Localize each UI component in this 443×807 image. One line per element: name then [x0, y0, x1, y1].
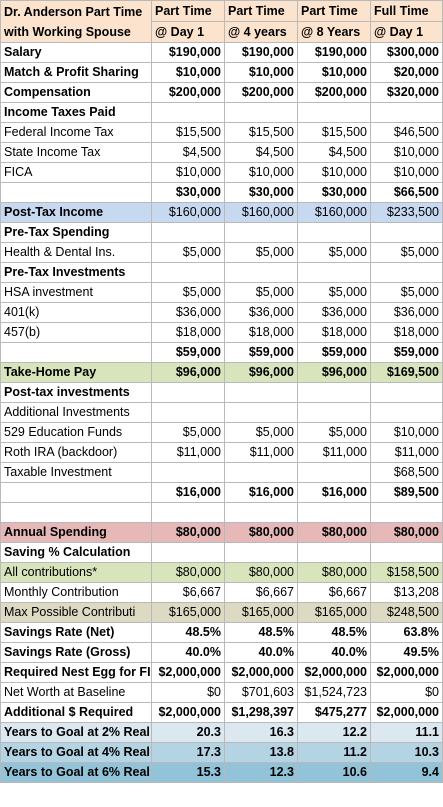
- column-header: Part Time: [152, 1, 225, 22]
- table-cell: [152, 223, 225, 243]
- table-row: [1, 123, 443, 143]
- table-cell: [225, 503, 298, 523]
- table-cell: $59,000: [225, 343, 298, 363]
- table-cell: $5,000: [225, 423, 298, 443]
- table-cell: 13.8: [225, 743, 298, 763]
- row-label: Additional $ Required: [1, 703, 152, 723]
- table-cell: 48.5%: [225, 623, 298, 643]
- table-cell: [371, 383, 443, 403]
- table-cell: $20,000: [371, 63, 443, 83]
- table-row: [1, 603, 443, 623]
- row-label: Monthly Contribution: [1, 583, 152, 603]
- table-row: [1, 63, 443, 83]
- table-cell: 12.3: [225, 763, 298, 783]
- row-label: Pre-Tax Investments: [1, 263, 152, 283]
- table-cell: $233,500: [371, 203, 443, 223]
- row-label: [1, 343, 152, 363]
- table-cell: $30,000: [152, 183, 225, 203]
- table-row: [1, 343, 443, 363]
- row-label: Net Worth at Baseline: [1, 683, 152, 703]
- table-cell: [152, 463, 225, 483]
- table-cell: $96,000: [225, 363, 298, 383]
- table-cell: $18,000: [225, 323, 298, 343]
- table-cell: $165,000: [152, 603, 225, 623]
- table-cell: $10,000: [152, 163, 225, 183]
- table-cell: $4,500: [225, 143, 298, 163]
- table-cell: $160,000: [152, 203, 225, 223]
- row-label: Years to Goal at 6% Real: [1, 763, 152, 783]
- table-row: [1, 663, 443, 683]
- row-label: Federal Income Tax: [1, 123, 152, 143]
- table-cell: $165,000: [298, 603, 371, 623]
- table-cell: $5,000: [298, 423, 371, 443]
- table-cell: $701,603: [225, 683, 298, 703]
- table-row: [1, 403, 443, 423]
- table-cell: $475,277: [298, 703, 371, 723]
- table-cell: $5,000: [298, 243, 371, 263]
- table-cell: $300,000: [371, 43, 443, 63]
- row-label: Post-tax investments: [1, 383, 152, 403]
- table-row: [1, 703, 443, 723]
- table-cell: $10,000: [152, 63, 225, 83]
- column-header: Part Time: [298, 1, 371, 22]
- table-cell: [225, 403, 298, 423]
- table-cell: $11,000: [225, 443, 298, 463]
- header-row: [1, 1, 443, 22]
- table-cell: 9.4: [371, 763, 443, 783]
- table-cell: $2,000,000: [225, 663, 298, 683]
- table-cell: [298, 403, 371, 423]
- row-label: Required Nest Egg for FI: [1, 663, 152, 683]
- table-row: [1, 683, 443, 703]
- table-cell: [152, 103, 225, 123]
- table-cell: $5,000: [225, 283, 298, 303]
- table-cell: $15,500: [152, 123, 225, 143]
- table-row: [1, 503, 443, 523]
- table-cell: 11.2: [298, 743, 371, 763]
- row-label: [1, 183, 152, 203]
- table-row: [1, 323, 443, 343]
- row-label: Saving % Calculation: [1, 543, 152, 563]
- table-cell: 12.2: [298, 723, 371, 743]
- table-cell: $1,298,397: [225, 703, 298, 723]
- table-cell: $36,000: [225, 303, 298, 323]
- table-cell: $200,000: [152, 83, 225, 103]
- row-label: Savings Rate (Gross): [1, 643, 152, 663]
- row-label: [1, 483, 152, 503]
- row-label: Compensation: [1, 83, 152, 103]
- table-cell: 10.3: [371, 743, 443, 763]
- table-cell: 63.8%: [371, 623, 443, 643]
- table-cell: $160,000: [298, 203, 371, 223]
- table-cell: 40.0%: [152, 643, 225, 663]
- table-cell: $80,000: [225, 523, 298, 543]
- table-cell: $4,500: [152, 143, 225, 163]
- table-cell: [371, 403, 443, 423]
- table-cell: $16,000: [225, 483, 298, 503]
- row-label: Taxable Investment: [1, 463, 152, 483]
- table-cell: $36,000: [298, 303, 371, 323]
- table-row: [1, 443, 443, 463]
- column-header: Part Time: [225, 1, 298, 22]
- row-label: Roth IRA (backdoor): [1, 443, 152, 463]
- table-cell: 48.5%: [298, 623, 371, 643]
- table-cell: $11,000: [298, 443, 371, 463]
- table-cell: $36,000: [371, 303, 443, 323]
- table-row: [1, 463, 443, 483]
- table-cell: $80,000: [152, 523, 225, 543]
- table-cell: $5,000: [152, 283, 225, 303]
- table-cell: [152, 503, 225, 523]
- table-cell: $59,000: [298, 343, 371, 363]
- table-cell: $190,000: [225, 43, 298, 63]
- row-label: Match & Profit Sharing: [1, 63, 152, 83]
- table-cell: $18,000: [298, 323, 371, 343]
- table-cell: [371, 103, 443, 123]
- table-cell: [152, 383, 225, 403]
- table-cell: $6,667: [152, 583, 225, 603]
- table-row: [1, 243, 443, 263]
- table-cell: 40.0%: [298, 643, 371, 663]
- table-row: [1, 223, 443, 243]
- table-cell: $13,208: [371, 583, 443, 603]
- table-cell: $15,500: [225, 123, 298, 143]
- table-cell: $320,000: [371, 83, 443, 103]
- column-subheader: @ Day 1: [371, 22, 443, 43]
- table-row: [1, 163, 443, 183]
- table-cell: $200,000: [225, 83, 298, 103]
- table-cell: $4,500: [298, 143, 371, 163]
- table-cell: $96,000: [152, 363, 225, 383]
- table-row: [1, 743, 443, 763]
- table-cell: $30,000: [225, 183, 298, 203]
- table-cell: $80,000: [152, 563, 225, 583]
- row-label: HSA investment: [1, 283, 152, 303]
- column-header: Full Time: [371, 1, 443, 22]
- table-cell: $16,000: [152, 483, 225, 503]
- table-row: [1, 203, 443, 223]
- row-label: State Income Tax: [1, 143, 152, 163]
- row-label: Income Taxes Paid: [1, 103, 152, 123]
- table-cell: [225, 543, 298, 563]
- table-cell: $80,000: [371, 523, 443, 543]
- row-label: 529 Education Funds: [1, 423, 152, 443]
- table-cell: [371, 543, 443, 563]
- table-cell: $36,000: [152, 303, 225, 323]
- table-cell: [225, 463, 298, 483]
- row-label: 401(k): [1, 303, 152, 323]
- table-cell: $59,000: [152, 343, 225, 363]
- table-cell: $59,000: [371, 343, 443, 363]
- table-cell: $10,000: [371, 163, 443, 183]
- table-row: [1, 483, 443, 503]
- row-label: Take-Home Pay: [1, 363, 152, 383]
- table-cell: $190,000: [298, 43, 371, 63]
- table-cell: $30,000: [298, 183, 371, 203]
- table-cell: 16.3: [225, 723, 298, 743]
- table-cell: $1,524,723: [298, 683, 371, 703]
- table-cell: $2,000,000: [371, 703, 443, 723]
- table-row: [1, 643, 443, 663]
- table-row: [1, 83, 443, 103]
- table-row: [1, 303, 443, 323]
- table-cell: $10,000: [225, 63, 298, 83]
- table-cell: $5,000: [298, 283, 371, 303]
- table-row: [1, 183, 443, 203]
- table-cell: $5,000: [371, 243, 443, 263]
- table-cell: $11,000: [371, 443, 443, 463]
- table-cell: [152, 403, 225, 423]
- table-cell: 11.1: [371, 723, 443, 743]
- table-cell: 15.3: [152, 763, 225, 783]
- table-cell: [152, 263, 225, 283]
- table-cell: $66,500: [371, 183, 443, 203]
- table-cell: $16,000: [298, 483, 371, 503]
- table-cell: $5,000: [225, 243, 298, 263]
- row-label: FICA: [1, 163, 152, 183]
- table-row: [1, 723, 443, 743]
- table-cell: [298, 223, 371, 243]
- table-row: [1, 583, 443, 603]
- table-cell: $80,000: [298, 563, 371, 583]
- table-row: [1, 423, 443, 443]
- table-cell: $5,000: [152, 423, 225, 443]
- table-cell: $18,000: [152, 323, 225, 343]
- table-cell: $11,000: [152, 443, 225, 463]
- table-cell: [371, 503, 443, 523]
- table-cell: $68,500: [371, 463, 443, 483]
- table-cell: $2,000,000: [152, 703, 225, 723]
- table-row: [1, 103, 443, 123]
- table-cell: $89,500: [371, 483, 443, 503]
- table-row: [1, 563, 443, 583]
- table-cell: [225, 223, 298, 243]
- table-cell: 20.3: [152, 723, 225, 743]
- row-label: All contributions*: [1, 563, 152, 583]
- table-cell: $80,000: [298, 523, 371, 543]
- table-cell: $0: [152, 683, 225, 703]
- table-row: [1, 523, 443, 543]
- table-cell: [225, 263, 298, 283]
- table-row: [1, 283, 443, 303]
- table-row: [1, 383, 443, 403]
- table-row: [1, 143, 443, 163]
- table-cell: 49.5%: [371, 643, 443, 663]
- table-cell: [152, 543, 225, 563]
- table-cell: [225, 383, 298, 403]
- table-row: [1, 543, 443, 563]
- row-label: Additional Investments: [1, 403, 152, 423]
- table-cell: $10,000: [371, 423, 443, 443]
- row-label: [1, 503, 152, 523]
- table-row: [1, 263, 443, 283]
- table-cell: [298, 503, 371, 523]
- table-cell: $46,500: [371, 123, 443, 143]
- table-row: [1, 43, 443, 63]
- table-row: [1, 363, 443, 383]
- table-cell: $6,667: [298, 583, 371, 603]
- column-subheader: @ Day 1: [152, 22, 225, 43]
- row-label: Years to Goal at 4% Real: [1, 743, 152, 763]
- table-cell: [298, 463, 371, 483]
- table-cell: $10,000: [225, 163, 298, 183]
- row-label: Health & Dental Ins.: [1, 243, 152, 263]
- table-cell: $2,000,000: [298, 663, 371, 683]
- table-cell: $15,500: [298, 123, 371, 143]
- table-cell: $5,000: [152, 243, 225, 263]
- table-cell: [298, 383, 371, 403]
- table-cell: $158,500: [371, 563, 443, 583]
- table-cell: [371, 223, 443, 243]
- table-cell: [298, 543, 371, 563]
- table-cell: $0: [371, 683, 443, 703]
- table-cell: $6,667: [225, 583, 298, 603]
- table-cell: [298, 103, 371, 123]
- row-label: Annual Spending: [1, 523, 152, 543]
- table-cell: $10,000: [298, 163, 371, 183]
- row-label: Savings Rate (Net): [1, 623, 152, 643]
- table-cell: [298, 263, 371, 283]
- table-cell: 17.3: [152, 743, 225, 763]
- row-label: Years to Goal at 2% Real: [1, 723, 152, 743]
- table-cell: $165,000: [225, 603, 298, 623]
- column-subheader: @ 4 years: [225, 22, 298, 43]
- table-row: [1, 763, 443, 783]
- table-cell: $2,000,000: [371, 663, 443, 683]
- row-label: 457(b): [1, 323, 152, 343]
- table-cell: 40.0%: [225, 643, 298, 663]
- table-cell: $190,000: [152, 43, 225, 63]
- table-cell: $248,500: [371, 603, 443, 623]
- table-cell: 10.6: [298, 763, 371, 783]
- table-cell: $80,000: [225, 563, 298, 583]
- table-cell: $10,000: [298, 63, 371, 83]
- table-cell: 48.5%: [152, 623, 225, 643]
- table-cell: $169,500: [371, 363, 443, 383]
- table-cell: $200,000: [298, 83, 371, 103]
- row-label: Salary: [1, 43, 152, 63]
- row-label: Max Possible Contributi: [1, 603, 152, 623]
- row-label: Pre-Tax Spending: [1, 223, 152, 243]
- table-title: Dr. Anderson Part Time with Working Spouse: [1, 1, 152, 43]
- column-subheader: @ 8 Years: [298, 22, 371, 43]
- table-cell: $5,000: [371, 283, 443, 303]
- table-cell: $18,000: [371, 323, 443, 343]
- row-label: Post-Tax Income: [1, 203, 152, 223]
- table-cell: $96,000: [298, 363, 371, 383]
- table-cell: [371, 263, 443, 283]
- table-cell: [225, 103, 298, 123]
- table-cell: $2,000,000: [152, 663, 225, 683]
- table-cell: $10,000: [371, 143, 443, 163]
- table-cell: $160,000: [225, 203, 298, 223]
- table-row: [1, 623, 443, 643]
